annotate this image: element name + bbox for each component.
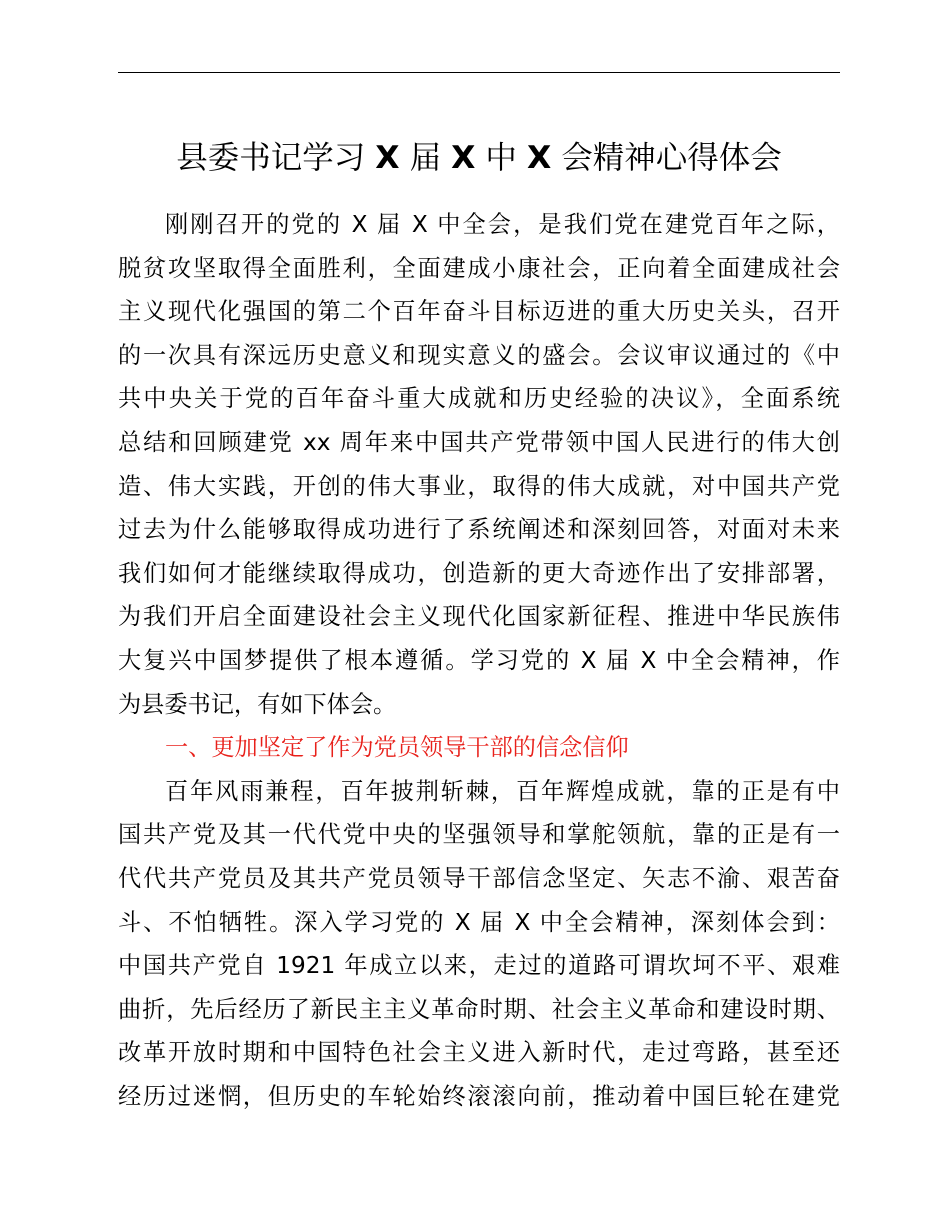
text-line: 为我们开启全面建设社会主义现代化国家新征程、推进中华民族伟: [118, 603, 840, 631]
text-line: 国共产党及其一代代党中央的坚强领导和掌舵领航，靠的正是有一: [118, 821, 840, 849]
text-line: 共中央关于党的百年奋斗重大成就和历史经验的决议》，全面系统: [118, 385, 840, 413]
section-heading: 一、更加坚定了作为党员领导干部的信念信仰: [165, 734, 629, 762]
header-rule: [118, 72, 840, 73]
text-line: 为县委书记，有如下体会。: [118, 690, 397, 718]
text-line: 中国共产党自 1921 年成立以来，走过的道路可谓坎坷不平、艰难: [118, 952, 840, 980]
text-line: 过去为什么能够取得成功进行了系统阐述和深刻回答，对面对未来: [118, 516, 840, 544]
text-line: 我们如何才能继续取得成功，创造新的更大奇迹作出了安排部署，: [118, 559, 840, 587]
text-line: 的一次具有深远历史意义和现实意义的盛会。会议审议通过的《中: [118, 341, 840, 369]
paragraph-section-1: [118, 770, 840, 1119]
text-line: 刚刚召开的党的 X 届 X 中全会，是我们党在建党百年之际，: [165, 211, 840, 238]
text-line: 主义现代化强国的第二个百年奋斗目标迈进的重大历史关头，召开: [118, 298, 840, 326]
text-line: 改革开放时期和中国特色社会主义进入新时代，走过弯路，甚至还: [118, 1039, 840, 1067]
text-line: 百年风雨兼程，百年披荆斩棘，百年辉煌成就，靠的正是有中: [165, 777, 840, 805]
document-body: [118, 203, 840, 1118]
text-line: 代代共产党员及其共产党员领导干部信念坚定、矢志不渝、艰苦奋: [118, 864, 840, 892]
text-line: 经历过迷惘，但历史的车轮始终滚滚向前，推动着中国巨轮在建党: [118, 1082, 840, 1110]
text-line: 总结和回顾建党 xx 周年来中国共产党带领中国人民进行的伟大创: [118, 428, 840, 456]
text-line: 大复兴中国梦提供了根本遵循。学习党的 X 届 X 中全会精神，作: [118, 646, 840, 674]
document-title: 县委书记学习 X 届 X 中 X 会精神心得体会: [176, 140, 782, 176]
text-line: 造、伟大实践，开创的伟大事业，取得的伟大成就，对中国共产党: [118, 472, 840, 500]
text-line: 脱贫攻坚取得全面胜利，全面建成小康社会，正向着全面建成社会: [118, 254, 840, 282]
paragraph-intro: [118, 203, 840, 726]
text-line: 斗、不怕牺牲。深入学习党的 X 届 X 中全会精神，深刻体会到：: [118, 908, 840, 936]
text-line: 曲折，先后经历了新民主主义革命时期、社会主义革命和建设时期、: [118, 995, 840, 1023]
